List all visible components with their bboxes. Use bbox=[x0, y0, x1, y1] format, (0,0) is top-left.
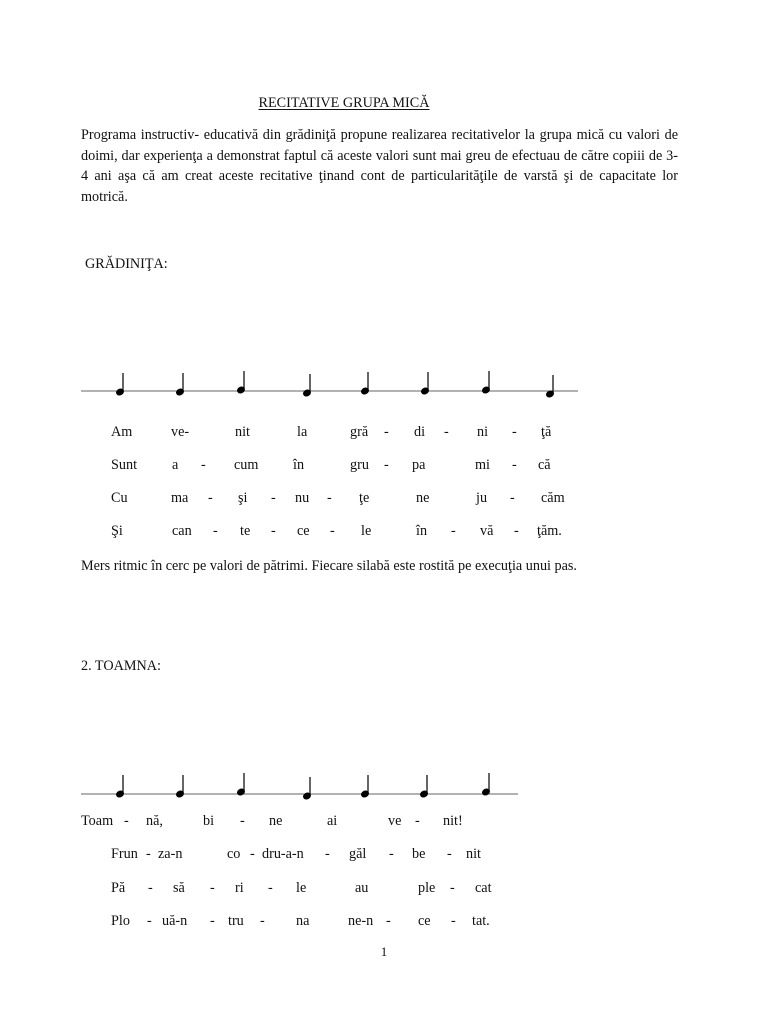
syllable: - bbox=[327, 490, 332, 506]
syllable: şi bbox=[238, 490, 248, 506]
syllable: că bbox=[538, 457, 551, 473]
syllable: - bbox=[451, 523, 456, 539]
syllable: Sunt bbox=[111, 457, 138, 473]
syllable: ce bbox=[297, 523, 310, 539]
syllable: - bbox=[124, 813, 129, 829]
syllable: mi bbox=[475, 457, 490, 473]
syllable: la bbox=[297, 424, 308, 440]
syllable: - bbox=[268, 880, 273, 896]
syllable: ne bbox=[416, 490, 430, 506]
syllable: - bbox=[325, 846, 330, 862]
syllable: - bbox=[240, 813, 245, 829]
syllable: - bbox=[260, 913, 265, 929]
syllable: - bbox=[208, 490, 213, 506]
syllable: can bbox=[172, 523, 192, 539]
syllable: nit! bbox=[443, 813, 463, 829]
quarter-note-icon bbox=[546, 375, 555, 398]
syllable: în bbox=[293, 457, 305, 473]
syllable: tat. bbox=[472, 913, 490, 929]
quarter-note-icon bbox=[421, 372, 430, 395]
syllable: - bbox=[447, 846, 452, 862]
syllable: - bbox=[330, 523, 335, 539]
syllable: Pă bbox=[111, 880, 126, 896]
syllable: Cu bbox=[111, 490, 128, 506]
syllable: ne-n bbox=[348, 913, 374, 929]
syllable: - bbox=[271, 490, 276, 506]
syllable: - bbox=[512, 457, 517, 473]
syllable: Frun bbox=[111, 846, 138, 862]
syllable: căm bbox=[541, 490, 565, 506]
syllable: ve bbox=[388, 813, 402, 829]
syllable: să bbox=[173, 880, 185, 896]
syllable: di bbox=[414, 424, 426, 440]
syllable: cat bbox=[475, 880, 492, 896]
syllable: nit bbox=[235, 424, 250, 440]
syllable: ma bbox=[171, 490, 189, 506]
syllable: na bbox=[296, 913, 310, 929]
syllable: ţe bbox=[359, 490, 370, 506]
syllable: - bbox=[451, 913, 456, 929]
syllable: - bbox=[514, 523, 519, 539]
section1-heading: GRĂDINIŢA: bbox=[85, 256, 168, 272]
quarter-note-icon bbox=[303, 777, 312, 800]
intro-paragraph: Programa instructiv- educativă din grădiniţă propune realizarea recitativelor la grupa mică cu valori de doimi, dar experienţa a demonstrat faptul că aceste valori sunt mai greu de efectuau de către copiii de 3-4 ani aşa că am creat aceste recitative ţinand cont de particularităţile de varstă şi de capacitate lor motrică. bbox=[81, 127, 678, 205]
syllable: dru-a-n bbox=[262, 846, 304, 862]
quarter-note-icon bbox=[482, 773, 491, 796]
quarter-note-icon bbox=[420, 775, 429, 798]
quarter-note-icon bbox=[361, 775, 370, 798]
syllable: au bbox=[355, 880, 369, 896]
syllable: ni bbox=[477, 424, 489, 440]
syllable: ţă bbox=[541, 424, 552, 440]
syllable: ve- bbox=[171, 424, 190, 440]
syllable: a bbox=[172, 457, 179, 473]
syllable: Am bbox=[111, 424, 133, 440]
syllable: be bbox=[412, 846, 426, 862]
document-title: RECITATIVE GRUPA MICĂ bbox=[258, 95, 430, 111]
syllable: - bbox=[450, 880, 455, 896]
syllable: ţăm. bbox=[537, 523, 562, 539]
quarter-note-icon bbox=[176, 373, 185, 396]
syllable: în bbox=[416, 523, 428, 539]
syllable: uă-n bbox=[162, 913, 188, 929]
syllable: nu bbox=[295, 490, 310, 506]
syllable: vă bbox=[480, 523, 494, 539]
syllable: - bbox=[444, 424, 449, 440]
quarter-note-icon bbox=[303, 374, 312, 397]
quarter-note-icon bbox=[237, 773, 246, 796]
quarter-note-icon bbox=[482, 371, 491, 394]
syllable: - bbox=[512, 424, 517, 440]
syllable: nă, bbox=[146, 813, 163, 829]
syllable: le bbox=[361, 523, 372, 539]
syllable: - bbox=[415, 813, 420, 829]
syllable: - bbox=[148, 880, 153, 896]
quarter-note-icon bbox=[237, 371, 246, 394]
syllable: ju bbox=[476, 490, 488, 506]
syllable: - bbox=[250, 846, 255, 862]
syllable: gră bbox=[350, 424, 369, 440]
syllable: Plo bbox=[111, 913, 130, 929]
syllable: pa bbox=[412, 457, 426, 473]
syllable: tru bbox=[228, 913, 244, 929]
syllable: - bbox=[210, 880, 215, 896]
quarter-note-icon bbox=[116, 373, 125, 396]
syllable: - bbox=[213, 523, 218, 539]
syllable: - bbox=[510, 490, 515, 506]
syllable: nit bbox=[466, 846, 481, 862]
page-number: 1 bbox=[380, 944, 388, 959]
syllable: ple bbox=[418, 880, 436, 896]
syllable: - bbox=[386, 913, 391, 929]
quarter-note-icon bbox=[361, 372, 370, 395]
syllable: Toam bbox=[81, 813, 114, 829]
syllable: - bbox=[384, 424, 389, 440]
syllable: za-n bbox=[158, 846, 183, 862]
syllable: - bbox=[146, 846, 151, 862]
syllable: gru bbox=[350, 457, 369, 473]
syllable: - bbox=[389, 846, 394, 862]
syllable: Şi bbox=[111, 523, 123, 539]
syllable: ce bbox=[418, 913, 431, 929]
syllable: ai bbox=[327, 813, 338, 829]
quarter-note-icon bbox=[116, 775, 125, 798]
syllable: - bbox=[201, 457, 206, 473]
syllable: - bbox=[147, 913, 152, 929]
syllable: bi bbox=[203, 813, 215, 829]
syllable: te bbox=[240, 523, 251, 539]
section1-note: Mers ritmic în cerc pe valori de pătrimi. Fiecare silabă este rostită pe execuţia unui pas. bbox=[81, 558, 577, 574]
syllable: - bbox=[384, 457, 389, 473]
syllable: - bbox=[210, 913, 215, 929]
syllable: ri bbox=[235, 880, 244, 896]
syllable: le bbox=[296, 880, 307, 896]
section2-heading: 2. TOAMNA: bbox=[81, 658, 161, 674]
syllable: ne bbox=[269, 813, 283, 829]
syllable: cum bbox=[234, 457, 259, 473]
syllable: - bbox=[271, 523, 276, 539]
quarter-note-icon bbox=[176, 775, 185, 798]
syllable: găl bbox=[349, 846, 367, 862]
syllable: co bbox=[227, 846, 241, 862]
